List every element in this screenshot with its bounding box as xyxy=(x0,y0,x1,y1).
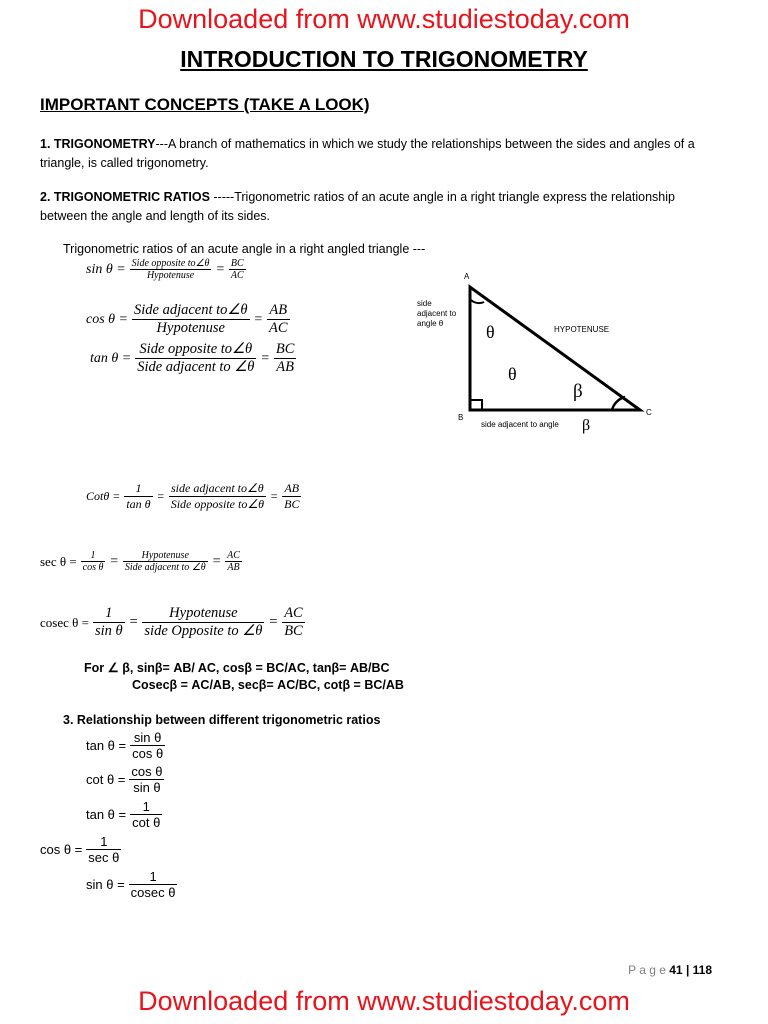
equals: = xyxy=(156,489,165,503)
equals: = xyxy=(211,553,222,569)
numerator: 1 xyxy=(93,605,125,623)
paragraph-label: 1. TRIGONOMETRY xyxy=(40,137,156,151)
equals: = xyxy=(268,614,279,630)
denominator: AC xyxy=(230,270,244,281)
bottom-side-label: side adjacent to angle xyxy=(481,420,559,429)
relation-cos-sec xyxy=(40,834,121,865)
beta-symbol: β xyxy=(573,381,583,402)
hypotenuse-label: HYPOTENUSE xyxy=(554,325,610,334)
relation-tan-sin-cos xyxy=(86,730,165,761)
fraction xyxy=(93,605,125,640)
numerator: Hypotenuse xyxy=(123,550,208,562)
numerator: Side adjacent to∠θ xyxy=(134,302,248,318)
relation-sin-cosec xyxy=(86,869,177,900)
denominator: cos θ xyxy=(132,746,164,761)
fraction xyxy=(81,550,106,573)
fraction xyxy=(129,764,164,795)
page-total: 118 xyxy=(692,963,712,977)
denominator: Side opposite to∠θ xyxy=(170,497,264,511)
theta-symbol: θ xyxy=(486,322,495,342)
numerator: 1 xyxy=(129,869,178,885)
denominator: Hypotenuse xyxy=(146,270,195,281)
beta-ratios-line-1: For ∠ β, sinβ= AB/ AC, cosβ = BC/AC, tanβ= AB/BC xyxy=(84,661,390,675)
numerator: AB xyxy=(267,302,290,320)
equals: = xyxy=(215,261,225,277)
vertex-c-label: C xyxy=(646,408,652,417)
ratios-intro: Trigonometric ratios of an acute angle in a right angled triangle --- xyxy=(63,242,426,256)
fraction xyxy=(130,730,165,761)
fraction xyxy=(130,258,212,281)
numerator: Side opposite to∠θ xyxy=(131,258,210,269)
page-title: INTRODUCTION TO TRIGONOMETRY xyxy=(180,46,588,72)
formula-lhs: tan θ = xyxy=(90,350,132,366)
formula-lhs: cos θ = xyxy=(86,311,128,327)
formula-lhs: tan θ = xyxy=(86,807,127,822)
page-footer xyxy=(628,963,712,977)
numerator: sin θ xyxy=(130,730,165,746)
numerator: side adjacent to∠θ xyxy=(169,481,266,497)
numerator: AB xyxy=(282,481,301,497)
denominator: BC xyxy=(284,623,303,639)
numerator: 1 xyxy=(124,481,152,497)
fraction xyxy=(124,481,152,512)
equals: = xyxy=(253,311,263,327)
page-number: 41 xyxy=(669,963,683,977)
watermark-bottom: Downloaded from www.studiestoday.com xyxy=(138,986,630,1016)
fraction xyxy=(135,341,256,376)
theta-symbol: θ xyxy=(508,364,517,384)
denominator: Side adjacent to ∠θ xyxy=(124,562,206,573)
paragraph-trigonometry xyxy=(40,135,720,173)
fraction xyxy=(169,481,266,512)
fraction xyxy=(129,869,178,900)
formula-lhs: sin θ = xyxy=(86,261,126,277)
equals: = xyxy=(260,350,270,366)
page-word: P a g e xyxy=(628,963,666,977)
paragraph-trig-ratios xyxy=(40,188,720,226)
fraction xyxy=(267,302,290,337)
fraction xyxy=(130,799,162,830)
denominator: AC xyxy=(269,320,288,336)
denominator: Hypotenuse xyxy=(156,320,225,336)
formula-lhs: cos θ = xyxy=(40,842,83,857)
numerator: AC xyxy=(284,605,303,621)
paragraph-label: 2. TRIGONOMETRIC RATIOS xyxy=(40,190,210,204)
fraction xyxy=(282,605,305,640)
equals: = xyxy=(109,553,119,569)
numerator: 1 xyxy=(86,834,121,850)
formula-cot xyxy=(86,481,301,512)
angle-a-arc xyxy=(470,299,484,303)
fraction xyxy=(132,302,250,337)
numerator: BC xyxy=(275,341,295,357)
formula-lhs: sin θ = xyxy=(86,877,125,892)
paragraph-text: ---A branch of mathematics in which we study the relationships between the sides and angles of a triangle, is called trigonometry. xyxy=(40,137,695,170)
numerator: 1 xyxy=(130,799,162,815)
fraction xyxy=(142,605,264,640)
denominator: tan θ xyxy=(126,497,151,511)
denominator: cos θ xyxy=(82,562,104,573)
equals: = xyxy=(270,489,279,503)
fraction xyxy=(86,834,121,865)
formula-lhs: cot θ = xyxy=(86,772,126,787)
bottom-beta-symbol: β xyxy=(582,417,591,434)
vertex-a-label: A xyxy=(464,272,470,281)
formula-lhs: sec θ = xyxy=(40,553,77,569)
denominator: cosec θ xyxy=(130,885,176,900)
denominator: AB xyxy=(227,562,240,573)
side-label-line-1: side xyxy=(417,299,432,308)
right-triangle-diagram xyxy=(412,268,672,438)
side-label-line-2: adjacent to xyxy=(417,309,457,318)
fraction xyxy=(123,550,208,573)
denominator: Side adjacent to ∠θ xyxy=(137,359,255,375)
formula-cosec xyxy=(40,605,305,640)
fraction xyxy=(274,341,297,376)
formula-lhs: cosec θ = xyxy=(40,614,89,630)
section-heading: IMPORTANT CONCEPTS (TAKE A LOOK) xyxy=(40,95,370,114)
vertex-b-label: B xyxy=(458,413,464,422)
fraction xyxy=(225,550,242,573)
denominator: AB xyxy=(276,359,294,375)
denominator: cot θ xyxy=(132,815,161,830)
numerator: cos θ xyxy=(131,764,163,779)
triangle-shape xyxy=(470,287,640,410)
numerator: AC xyxy=(227,550,240,561)
beta-ratios-line-2: Cosecβ = AC/AB, secβ= AC/BC, cotβ = BC/AB xyxy=(132,678,404,692)
formula-tan xyxy=(90,341,296,376)
equals: = xyxy=(128,614,139,630)
denominator: BC xyxy=(284,497,300,511)
numerator: 1 xyxy=(81,550,106,562)
denominator: sin θ xyxy=(133,780,161,795)
denominator: sin θ xyxy=(94,623,123,639)
fraction xyxy=(282,481,301,512)
watermark-top: Downloaded from www.studiestoday.com xyxy=(138,4,630,34)
relationships-heading: 3. Relationship between different trigonometric ratios xyxy=(63,713,381,727)
fraction xyxy=(229,258,246,281)
formula-sin xyxy=(86,258,246,281)
relation-tan-cot xyxy=(86,799,162,830)
numerator: Hypotenuse xyxy=(142,605,264,623)
side-label-line-3: angle θ xyxy=(417,319,444,328)
relation-cot-cos-sin xyxy=(86,764,164,795)
denominator: side Opposite to ∠θ xyxy=(144,623,263,639)
formula-cos xyxy=(86,302,290,337)
formula-lhs: Cotθ = xyxy=(86,489,121,503)
formula-sec xyxy=(40,550,242,573)
formula-lhs: tan θ = xyxy=(86,738,127,753)
denominator: sec θ xyxy=(88,850,120,865)
page-separator: | xyxy=(685,963,690,977)
paragraph-text: -----Trigonometric ratios of an acute angle in a right triangle express the relationship between the angle and length of its sides. xyxy=(40,190,675,223)
numerator: Side opposite to∠θ xyxy=(135,341,256,359)
numerator: BC xyxy=(230,258,244,269)
